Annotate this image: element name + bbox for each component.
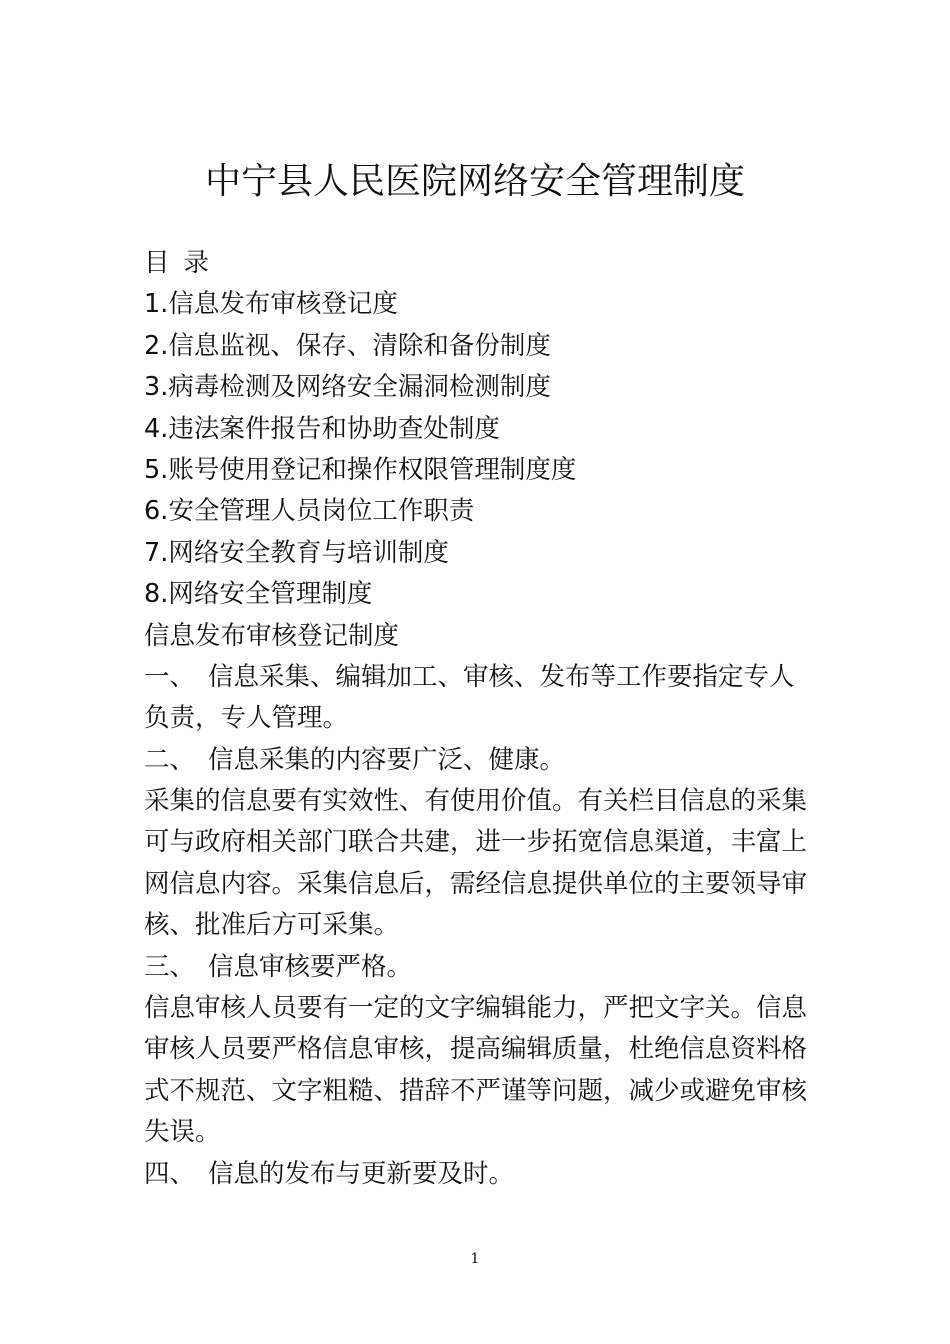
toc-item: 4.违法案件报告和协助查处制度 (144, 413, 500, 444)
item-number: 一、 (144, 661, 196, 692)
toc-heading-part2: 录 (183, 248, 210, 278)
item-heading-text: 信息的发布与更新要及时。 (208, 1158, 515, 1189)
paragraph-line: 负责，专人管理。 (144, 703, 349, 734)
numbered-item-heading (144, 740, 814, 781)
document-title: 中宁县人民医院网络安全管理制度 (204, 161, 745, 202)
paragraph-line: 失误。 (144, 1117, 221, 1148)
paragraph-line: 式不规范、文字粗糙、措辞不严谨等问题，减少或避免审核 (144, 1075, 808, 1106)
item-heading-text: 信息采集、编辑加工、审核、发布等工作要指定专人 (208, 661, 795, 692)
item-number: 二、 (144, 744, 196, 775)
toc-item: 5.账号使用登记和操作权限管理制度度 (144, 454, 577, 485)
section-title: 信息发布审核登记制度 (144, 620, 400, 651)
toc-item: 6.安全管理人员岗位工作职责 (144, 496, 475, 527)
paragraph-line: 网信息内容。采集信息后，需经信息提供单位的主要领导审 (144, 868, 808, 899)
page-number: 1 (470, 1251, 480, 1267)
toc-item: 2.信息监视、保存、清除和备份制度 (144, 330, 551, 361)
toc-item: 3.病毒检测及网络安全漏洞检测制度 (144, 372, 551, 403)
toc-heading (144, 243, 814, 284)
item-number: 三、 (144, 951, 196, 982)
toc-item: 7.网络安全教育与培训制度 (144, 537, 449, 568)
paragraph-line: 信息审核人员要有一定的文字编辑能力，严把文字关。信息 (144, 993, 808, 1024)
numbered-item-heading (144, 947, 814, 988)
document-body (144, 243, 814, 1195)
item-number: 四、 (144, 1158, 196, 1189)
numbered-item-heading (144, 657, 814, 698)
paragraph-line: 采集的信息要有实效性、有使用价值。有关栏目信息的采集 (144, 786, 808, 817)
toc-item: 1.信息发布审核登记度 (144, 289, 398, 320)
numbered-item-heading (144, 1154, 814, 1195)
item-heading-text: 信息审核要严格。 (208, 951, 413, 982)
paragraph-line: 审核人员要严格信息审核，提高编辑质量，杜绝信息资料格 (144, 1034, 808, 1065)
item-heading-text: 信息采集的内容要广泛、健康。 (208, 744, 566, 775)
toc-item: 8.网络安全管理制度 (144, 579, 373, 610)
toc-heading-part1: 目 (144, 248, 170, 278)
paragraph-line: 可与政府相关部门联合共建，进一步拓宽信息渠道，丰富上 (144, 827, 808, 858)
paragraph-line: 核、批准后方可采集。 (144, 910, 400, 941)
